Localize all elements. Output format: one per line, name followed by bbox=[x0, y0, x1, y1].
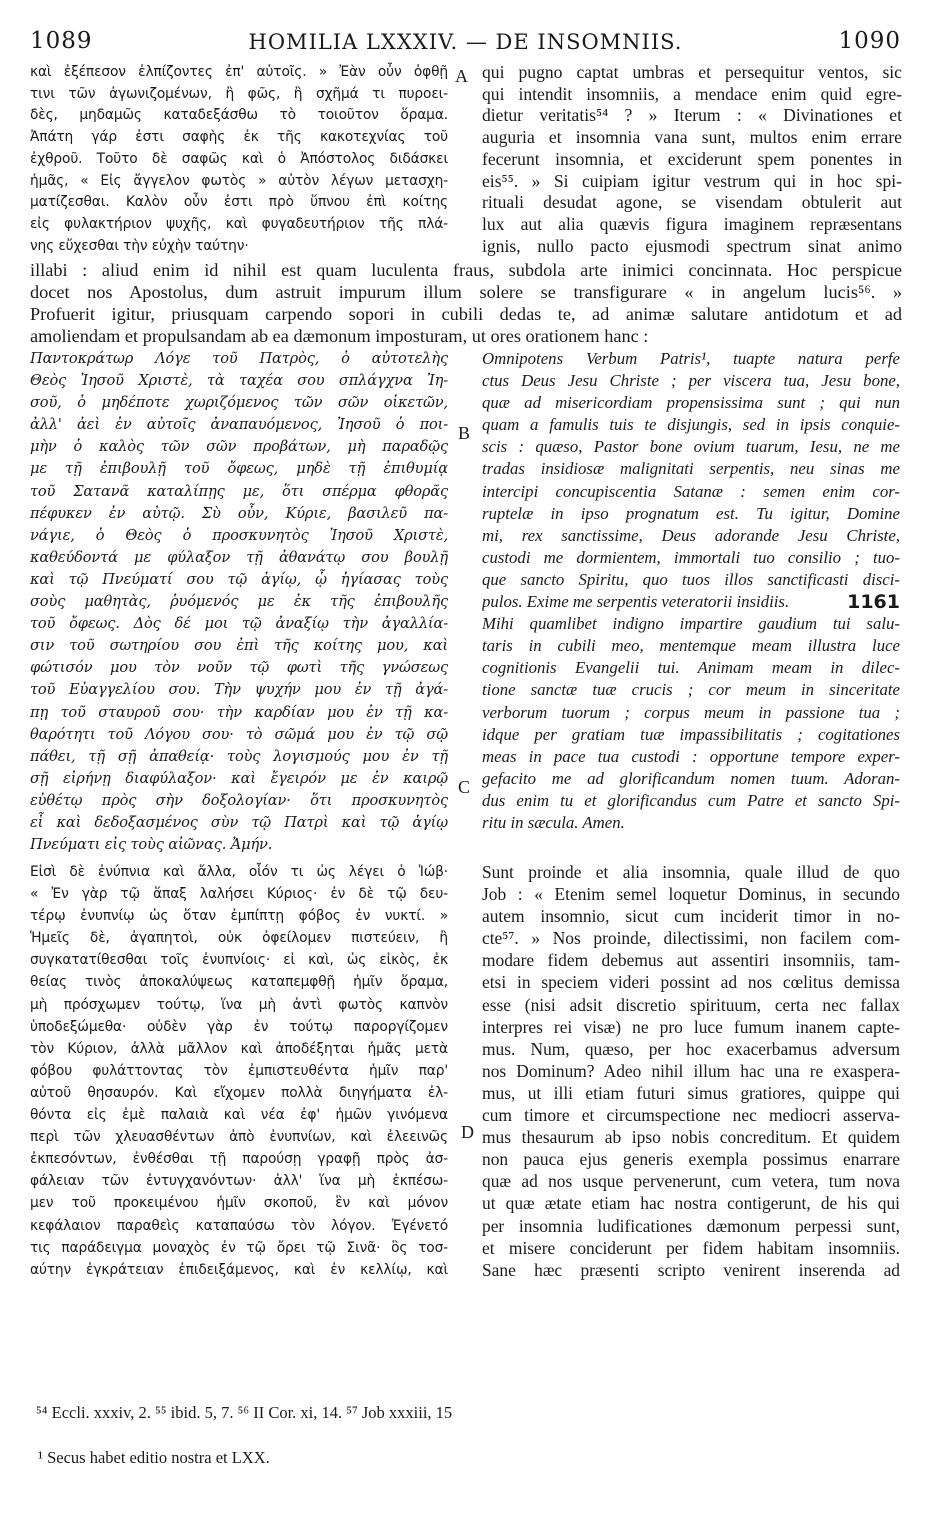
text-line: θείας τινὸς ἀποκαλύψεως καταπεμφθῇ ἡμῖν ὅραμα, bbox=[30, 974, 448, 991]
text-line: mus, ut illi etiam futuri simus gratiores, quippe qui bbox=[482, 1082, 900, 1103]
text-line: Θεὸς Ἰησοῦ Χριστὲ, τὰ ταχέα σου σπλάγχνα Ἰη- bbox=[30, 372, 448, 390]
text-line: cognitionis Evangelii tui. Animam meam in dilec- bbox=[482, 658, 900, 678]
text-line: nos Dominum? Adeo nihil illum hac una re exaspera- bbox=[482, 1060, 900, 1081]
text-line: Omnipotens Verbum Patris¹, tuapte natura perfe bbox=[482, 349, 900, 368]
text-line: fecerunt insomnia, et exciderunt spem ponentes in bbox=[482, 148, 902, 169]
text-line: τοῦ ὄφεως. Δὸς δέ μοι τῷ ἀναξίῳ τὴν ἀγαλλία- bbox=[30, 615, 448, 633]
text-line: per insomnia ludificationes dæmonum perpessi sunt, bbox=[482, 1215, 900, 1236]
text-line: Ἀπάτη γάρ ἐστι σαφὴς ἐκ τῆς κακοτεχνίας τοῦ bbox=[30, 129, 448, 146]
text-line: νης εὔχεσθαι τὴν εὐχὴν ταύτην· bbox=[30, 237, 249, 254]
text-line: πῃ τοῦ σταυροῦ σου· τὴν καρδίαν μου ἐν τῇ κα- bbox=[30, 703, 448, 721]
text-line: τοῦ Εὐαγγελίου σου. Τὴν ψυχήν μου ἐν τῇ ἀγά- bbox=[30, 681, 448, 699]
text-line: tione sanctæ tuæ crucis ; cor meum in sinceritate bbox=[482, 680, 900, 700]
text-line: docet nos Apostolus, dum astruit impurum illum solere se transfigurare « in angelum lucis⁵⁶. » bbox=[30, 282, 902, 302]
text-line: μεν τοῦ προκειμένου ἡμῖν σκοποῦ, ἓν καὶ μόνον bbox=[30, 1195, 448, 1212]
text-line: mus. Num, quæso, per hoc exacerbamus adversum bbox=[482, 1038, 900, 1059]
text-line: Πνεύματι εἰς τοὺς αἰῶνας. Ἀμήν. bbox=[30, 836, 273, 854]
latin-column-bottom bbox=[482, 861, 900, 1281]
text-line: εἰς φυλακτήριον ψυχῆς, καὶ φυγαδευτήριον τῆς πλά- bbox=[30, 215, 448, 232]
text-line: τέρῳ ἐνυπνίῳ ὡς ὅταν ἐμπίπτῃ φόβος ἐν νυκτί. » bbox=[30, 908, 448, 925]
text-line: Mihi quamlibet indigno impartire gaudium tui salu- bbox=[482, 614, 900, 634]
text-line: et misere conciderunt per fidem habitam insomniis. bbox=[482, 1237, 900, 1258]
text-line: ὑποδεξώμεθα· οὐδὲν γὰρ ἐν τούτῳ παροργίζομεν bbox=[30, 1018, 448, 1035]
text-line: Παντοκράτωρ Λόγε τοῦ Πατρὸς, ὁ αὐτοτελὴς bbox=[30, 350, 448, 367]
text-line: εἶ καὶ δεδοξασμένος σὺν τῷ Πατρὶ καὶ τῷ ἁγίῳ bbox=[30, 813, 448, 831]
text-line: amoliendam et propulsandam ab ea dæmonum imposturam, ut ores orationem hanc : bbox=[30, 326, 649, 346]
text-line: κεφάλαιον παραθεὶς καταπαύσω τὸν λόγον. Ἐγένετό bbox=[30, 1217, 448, 1234]
text-line: intercipi concupiscentia Satanæ : semen enim cor- bbox=[482, 481, 900, 501]
text-line: mi, rex sanctissime, Deus adorande Jesu Christe, bbox=[482, 525, 900, 545]
footnote-references: ⁵⁴ Eccli. xxxiv, 2. ⁵⁵ ibid. 5, 7. ⁵⁶ II Cor. xi, 14. ⁵⁷ Job xxxiii, 15 bbox=[36, 1403, 453, 1422]
text-line: dietur veritatis⁵⁴ ? » Iterum : « Divinationes et bbox=[482, 105, 902, 126]
text-line: Profuerit igitur, priusquam carpendo sopori in cubili dedas te, ad animæ salutare antidotum et ad bbox=[30, 304, 902, 324]
running-title: HOMILIA LXXXIV. — DE INSOMNIIS. bbox=[248, 30, 683, 54]
text-line: θαρότητι τοῦ Λόγου σου· τὸ σῶμά μου ἐν τῷ σῷ bbox=[30, 725, 448, 743]
text-line: σοὺς μαθητὰς, ῥυόμενός με ἐκ τῆς ἐπιβουλῆς bbox=[30, 593, 448, 611]
text-line: auguria et insomnia vana sunt, multos enim errare bbox=[482, 127, 902, 148]
text-line: ut quæ ætate etiam hac nostra contigerunt, de his qui bbox=[482, 1193, 900, 1214]
text-line: verborum tuorum ; corpus meum in passione tua ; bbox=[482, 702, 900, 722]
text-line: eis⁵⁵. » Si cuipiam igitur vestrum qui in hoc spi- bbox=[482, 170, 902, 191]
text-line: modare fidem debemus aut assentiri insomniis, tam- bbox=[482, 950, 900, 971]
margin-marker-d: D bbox=[461, 1122, 474, 1142]
text-line: esse (nisi adsit discretio spirituum, certa nec fallax bbox=[482, 994, 900, 1015]
text-line: « Ἐν γὰρ τῷ ἅπαξ λαλήσει Κύριος· ἐν δὲ τῷ δευ- bbox=[30, 886, 448, 903]
text-line: φώτισόν μου τὸν νοῦν τῷ φωτὶ τῆς γνώσεως bbox=[30, 659, 448, 677]
text-line: μὴν ὁ καλὸς τῶν σῶν προβάτων, μὴ παραδῷς bbox=[30, 438, 448, 456]
text-line: σοῦ, ὁ μηδέποτε χωριζόμενος τῶν σῶν οἰκετῶν, bbox=[30, 394, 448, 412]
text-line: εὐθέτῳ πρὸς σὴν δοξολογίαν· ὅτι προσκυνητὸς bbox=[30, 791, 448, 809]
right-page-number: 1090 bbox=[838, 28, 901, 54]
text-line: ἐχθροῦ. Τοῦτο δὲ σαφῶς καὶ ὁ Ἀπόστολος διδάσκει bbox=[30, 150, 448, 167]
greek-column-top bbox=[30, 62, 448, 257]
text-line: σιν τοῦ σωτηρίου σου ἐπὶ τῆς κοίτης μου, καὶ bbox=[30, 637, 448, 655]
text-line: non pauca ejus generis exempla possimus enarrare bbox=[482, 1149, 900, 1170]
text-line: τις παράδειγμα μοναχὸς ἐν τῷ ὄρει τῷ Σινᾶ· ὃς τοσ- bbox=[30, 1239, 448, 1256]
text-line: πέφυκεν ἐν αὐτῷ. Σὺ οὖν, Κύριε, βασιλεῦ πα- bbox=[30, 504, 448, 522]
text-line: idque per gratiam tuæ impassibilitatis ; cogitationes bbox=[482, 724, 900, 744]
text-line: gefacito me ad glorificandum nomen tuum. Adoran- bbox=[482, 768, 900, 788]
text-line: meas in pace tua custodi : opportune tempore exper- bbox=[482, 746, 900, 766]
text-line: αύτην ἐγκράτειαν ἐπιδειξάμενος, καὶ ἐν κελλίῳ, καὶ bbox=[30, 1261, 448, 1278]
greek-column-bottom bbox=[30, 861, 448, 1281]
text-line: mus thesaurum ab ipso nobis concreditum. Et quidem bbox=[482, 1127, 900, 1148]
text-line: ctus Deus Jesu Christe ; per viscera tua, Jesu bone, bbox=[482, 371, 900, 391]
text-line: qui pugno captat umbras et persequitur ventos, sic bbox=[482, 62, 902, 82]
text-line: tradas insidiosæ malignitati serpentis, neu sinas me bbox=[482, 459, 900, 479]
text-line: rituali desudat agone, se visendam obtulerit aut bbox=[482, 192, 902, 213]
text-line: que sancto Spiritu, quo tuos illos sanctificasti disci- bbox=[482, 569, 900, 589]
column-number: 1161 bbox=[847, 591, 900, 614]
text-line: μὴ πρόσχωμεν τούτῳ, ἵνα μὴ ἀντὶ φωτὸς καπνὸν bbox=[30, 996, 448, 1013]
text-line: καὶ ἐξέπεσον ἐλπίζοντες ἐπ' αὐτοῖς. » Ἐὰν οὖν ὀφθῇ bbox=[30, 64, 448, 80]
margin-marker-a: A bbox=[455, 66, 468, 86]
latin-column-top bbox=[482, 62, 902, 257]
text-line: dus enim tu et glorificandus cum Patre et sancto Spi- bbox=[482, 790, 900, 810]
text-line: θόντα εἰς ἐμὲ παλαιὰ καὶ νέα ἐφ' ἡμῶν γινόμενα bbox=[30, 1107, 448, 1124]
text-line: etsi in speciem videri possint ad nos cœlitus demissa bbox=[482, 972, 900, 993]
text-line: quæ ad misericordiam propensissima sunt ; qui nun bbox=[482, 393, 900, 413]
left-page-number: 1089 bbox=[30, 28, 93, 54]
text-line: quæ ad nos usque pervenerunt, cum vetera, tum nova bbox=[482, 1171, 900, 1192]
text-line: τὸν Κύριον, ἀλλὰ μᾶλλον καὶ ἀποδέξηται ἡμᾶς μετὰ bbox=[30, 1040, 448, 1057]
text-line: φάλειαν τῶν ἐντυγχανόντων· ἀλλ' ἵνα μὴ ἐκπέσω- bbox=[30, 1173, 448, 1190]
footnote-variant-note: ¹ Secus habet editio nostra et LXX. bbox=[38, 1448, 270, 1467]
text-line-segment: pulos. Exime me serpentis veteratorii insidiis. bbox=[482, 592, 790, 612]
text-line: Ἡμεῖς δὲ, ἀγαπητοὶ, οὐκ ὀφείλομεν πιστεύειν, ἢ bbox=[30, 930, 448, 947]
text-line: ruptelæ in ipso prognatum est. Tu igitur, Domine bbox=[482, 503, 900, 523]
text-line: νάγιε, ὁ Θεὸς ὁ προσκυνητὸς Ἰησοῦ Χριστὲ, bbox=[30, 526, 448, 544]
text-line: illabi : aliud enim id nihil est quam luculenta fraus, subdola arte inimici concinnata. Hoc perspicue bbox=[30, 260, 902, 280]
text-line: ignis, nullo pacto ejusmodi spectrum sinat animo bbox=[482, 235, 902, 256]
text-line: σῇ εἰρήνῃ διαφύλαξον· καὶ ἔγειρόν με ἐν καιρῷ bbox=[30, 769, 448, 787]
text-line: τοῦ Σατανᾶ καταλίπῃς με, ὅτι σπέρμα φθορᾶς bbox=[30, 482, 448, 500]
text-line: συγκατατίθεσθαι τοῖς ἐνυπνίοις· εἰ καὶ, ὡς εἰκὸς, ἐκ bbox=[30, 952, 448, 969]
text-line: ritu in sæcula. Amen. bbox=[482, 812, 625, 832]
text-line: πάθει, τῇ σῇ ἀπαθείᾳ· τοὺς λογισμούς μου ἐν τῇ bbox=[30, 747, 448, 765]
page-header bbox=[0, 28, 931, 64]
text-line: ἐκπεσόντων, ἐνθέσθαι τῇ παρούσῃ γραφῇ πρὸς ἀσ- bbox=[30, 1151, 448, 1168]
text-line bbox=[482, 591, 900, 613]
text-line: Job : « Etenim semel loquetur Dominus, in secundo bbox=[482, 884, 900, 905]
text-line: taris in cubili meo, mentemque meam illustra luce bbox=[482, 636, 900, 656]
text-line: καὶ τῷ Πνεύματί σου τῷ ἁγίῳ, ᾧ ἡγίασας τοὺς bbox=[30, 570, 448, 588]
text-line: autem insomnio, sicut cum inciderit timor in no- bbox=[482, 906, 900, 927]
latin-prayer-column bbox=[482, 348, 900, 834]
text-line: lux aut alia quævis figura imaginem repræsentans bbox=[482, 213, 902, 234]
text-line: ματίζεσθαι. Καλὸν οὖν ἐστι πρὸ ὕπνου ἐπὶ κοίτης bbox=[30, 194, 448, 211]
text-line: interpres rei visæ) ne pro luce fumum inanem capte- bbox=[482, 1016, 900, 1037]
text-line: Sane hæc præsenti scripto venirent inserenda ad bbox=[482, 1259, 900, 1280]
margin-marker-b: B bbox=[458, 423, 471, 443]
text-line: custodi me dormientem, immortali tuo consilio ; tuo- bbox=[482, 547, 900, 567]
margin-marker-c: C bbox=[458, 777, 471, 797]
text-line: Sunt proinde et alia insomnia, quale illud de quo bbox=[482, 862, 900, 882]
text-line: τινι τῶν ἀγωνιζομένων, ἢ φῶς, ἢ σχῆμά τι πυροει- bbox=[30, 85, 448, 102]
greek-prayer-column bbox=[30, 348, 448, 856]
text-line: ἡμᾶς, « Εἰς ἄγγελον φωτὸς » αὐτὸν λέγων μετασχη- bbox=[30, 172, 448, 189]
text-line: ἀλλ' ἀεὶ ἐν αὐτοῖς ἀναπαυόμενος, Ἰησοῦ ὁ ποι- bbox=[30, 416, 448, 434]
text-line: φόβου φυλάττοντας τὸν ἐμπιστευθέντα ἡμῖν παρ' bbox=[30, 1062, 448, 1079]
text-line: cum timore et circumspectione nec mediocri asserva- bbox=[482, 1105, 900, 1126]
text-line: με τῇ ἐπιβουλῇ τοῦ ὄφεως, μηδὲ τῇ ἐπιθυμίᾳ bbox=[30, 460, 448, 478]
text-line: quam a famulis tuis te disjungis, sed in ipsis conquie- bbox=[482, 415, 900, 435]
text-line: καθεύδοντά με φύλαξον τῇ ἀθανάτῳ σου βουλῇ bbox=[30, 548, 448, 566]
text-line: περὶ τῶν χλευασθέντων ἀπὸ ἐνυπνίων, καὶ ἐλεεινῶς bbox=[30, 1129, 448, 1146]
text-line: δὲς, μηδαμῶς καταδεξάσθω τὸ τοιοῦτον ὅραμα. bbox=[30, 107, 448, 124]
text-line: scis : quæso, Pastor bone ovium tuarum, Iesu, ne me bbox=[482, 437, 900, 457]
latin-full-width-paragraph bbox=[30, 259, 902, 347]
text-line: Εἰσὶ δὲ ἐνύπνια καὶ ἄλλα, οἷόν τι ὡς λέγει ὁ Ἰώβ· bbox=[30, 864, 448, 880]
text-line: qui intendit insomniis, a mendace enim quid egre- bbox=[482, 83, 902, 104]
text-line: cte⁵⁷. » Nos proinde, dilectissimi, non facilem com- bbox=[482, 928, 900, 949]
text-line: αὐτοῦ θησαυρόν. Καὶ εἴχομεν πολλὰ διηγήματα ἐλ- bbox=[30, 1084, 448, 1101]
